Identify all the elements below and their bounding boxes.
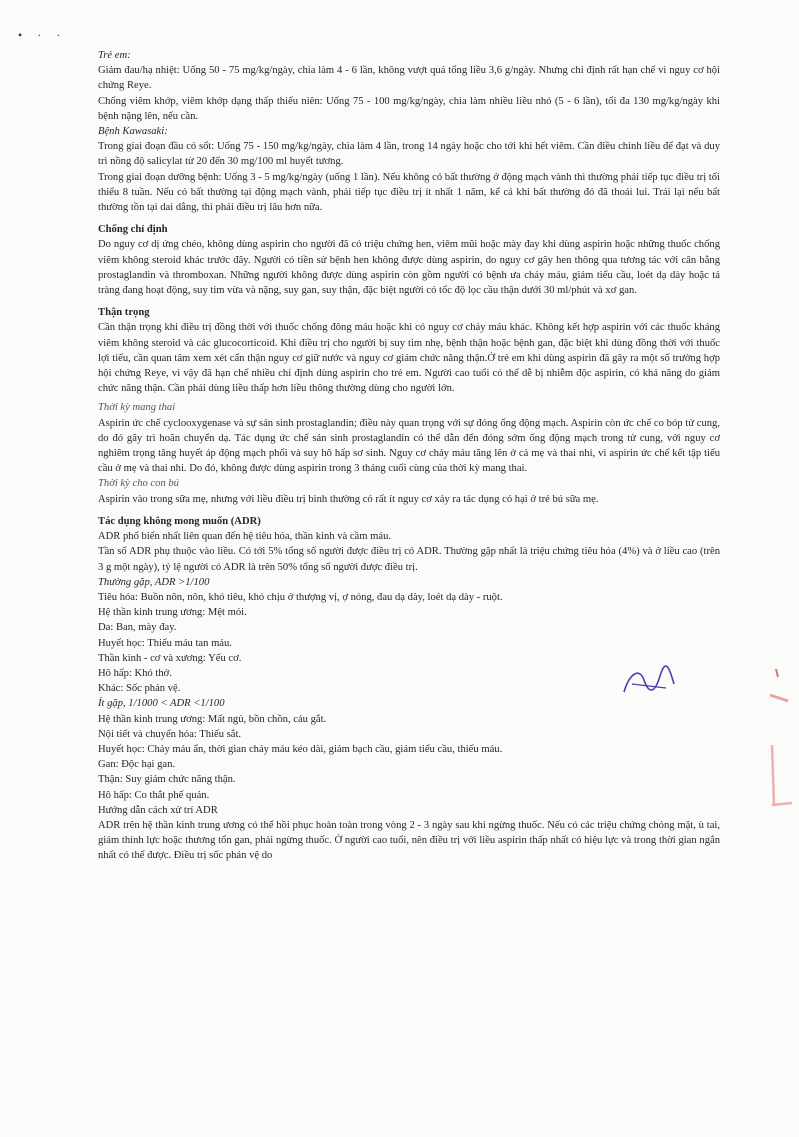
subsection-title: Thời kỳ mang thai xyxy=(98,402,176,414)
paragraph: Khác: Sốc phản vệ. xyxy=(98,683,181,695)
subsection-title: Thường gặp, ADR >1/100 xyxy=(98,576,210,588)
paragraph: Thần kinh - cơ và xương: Yếu cơ. xyxy=(98,652,242,664)
paragraph: Hô hấp: Co thắt phế quản. xyxy=(98,789,210,801)
subsection-title: Trẻ em: xyxy=(98,50,131,61)
document-page xyxy=(98,48,720,864)
paragraph: Thận: Suy giảm chức năng thận. xyxy=(98,774,236,786)
section-heading: Thận trọng xyxy=(98,307,150,319)
subsection-title: Ít gặp, 1/1000 < ADR <1/100 xyxy=(98,698,225,710)
section-heading: Tác dụng không mong muốn (ADR) xyxy=(98,515,261,527)
paragraph: Nội tiết và chuyển hóa: Thiếu sắt. xyxy=(98,728,242,740)
handwritten-signature-mark xyxy=(618,662,678,702)
paragraph: Aspirin vào trong sữa mẹ, nhưng với liều điều trị bình thường có rất ít nguy cơ xảy ra tác dụng có hại ở trẻ bú sữa mẹ. xyxy=(98,493,599,505)
paragraph: ADR trên hệ thần kinh trung ương có thể hồi phục hoàn toàn trong vòng 2 - 3 ngày sau khi ngừng thuốc. Nếu có các triệu chứng chóng mặt, ù tai, giảm thính lực hoặc thương tổn gan, phải ngừng thuốc. Ở người cao tuổi, nên điều trị với liều aspirin thấp nhất có hiệu lực và trong thời gian ngắn nhất có thể được. Điều trị sốc phản vệ do xyxy=(98,819,720,862)
paragraph: Tiêu hóa: Buồn nôn, nôn, khó tiêu, khó chịu ở thượng vị, ợ nóng, đau dạ dày, loét dạ dày - ruột. xyxy=(98,591,503,603)
scan-dots: • · · xyxy=(18,28,67,42)
paragraph: Trong giai đoạn đầu có sốt: Uống 75 - 150 mg/kg/ngày, chia làm 4 lần, trong 14 ngày hoặc cho tới khi hết viêm. Cần điều chỉnh liều để đạt và duy trì nồng độ salicylat từ 20 đến 30 mg/100 ml huyết tương. xyxy=(98,141,720,168)
paragraph: Huyết học: Thiếu máu tan máu. xyxy=(98,637,232,649)
paragraph: Huyết học: Chảy máu ẩn, thời gian chảy máu kéo dài, giảm bạch cầu, giảm tiểu cầu, thiếu máu. xyxy=(98,743,503,755)
paragraph: Da: Ban, mày đay. xyxy=(98,622,177,634)
subsection-title: Bệnh Kawasaki: xyxy=(98,126,168,138)
paragraph: Hướng dẫn cách xử trí ADR xyxy=(98,804,218,816)
paragraph: Tần số ADR phụ thuộc vào liều. Có tới 5% tổng số người được điều trị có ADR. Thường gặp nhất là triệu chứng tiêu hóa (4%) và ở liều cao (trên 3 g một ngày), tỷ lệ người có ADR là trên 50% tổng số người được điều trị. xyxy=(98,546,720,573)
paragraph: Do nguy cơ dị ứng chéo, không dùng aspirin cho người đã có triệu chứng hen, viêm mũi hoặc mày đay khi dùng aspirin hoặc những thuốc chống viêm không steroid khác trước đây. Người có tiền sử bệnh hen không được dùng aspirin, do nguy cơ gây hen thông qua tương tác với cân bằng prostaglandin và thromboxan. Những người không được dùng aspirin còn gồm người có bệnh ưa chảy máu, giảm tiểu cầu, loét dạ dày hoặc tá tràng đang hoạt động, suy tim vừa và nặng, suy gan, suy thận, đặc biệt người có tốc độ lọc cầu thận dưới 30 ml/phút và xơ gan. xyxy=(98,239,720,297)
paragraph: Hô hấp: Khó thở. xyxy=(98,667,172,679)
paragraph: Giảm đau/hạ nhiệt: Uống 50 - 75 mg/kg/ngày, chia làm 4 - 6 lần, không vượt quá tổng liều 3,6 g/ngày. Nhưng chỉ định rất hạn chế vì nguy cơ hội chứng Reye. xyxy=(98,65,720,92)
subsection-title: Thời kỳ cho con bú xyxy=(98,478,179,490)
paragraph: Hệ thần kinh trung ương: Mất ngủ, bồn chồn, cáu gắt. xyxy=(98,713,327,725)
paragraph: Aspirin ức chế cyclooxygenase và sự sản sinh prostaglandin; điều này quan trọng với sự đóng ống động mạch. Aspirin còn ức chế co bóp tử cung, do đó gây trì hoãn chuyển dạ. Tác dụng ức chế sản sinh prostaglandin có thể dẫn đến đóng sớm ống động mạch trong tử cung, với nguy cơ nghiêm trọng tăng huyết áp động mạch phổi và suy hô hấp sơ sinh. Nguy cơ chảy máu tăng lên ở cả mẹ và thai nhi, vì aspirin ức chế kết tập tiểu cầu ở mẹ và thai nhi. Do đó, không được dùng aspirin trong 3 tháng cuối cùng của thời kỳ mang thai. xyxy=(98,417,720,475)
red-edge-stamp-mark xyxy=(758,665,798,815)
paragraph: Gan: Độc hại gan. xyxy=(98,759,176,771)
paragraph: Chống viêm khớp, viêm khớp dạng thấp thiếu niên: Uống 75 - 100 mg/kg/ngày, chia làm nhiều liều nhỏ (5 - 6 lần), tối đa 130 mg/kg/ngày khi bệnh nặng lên, nếu cần. xyxy=(98,95,720,122)
paragraph: Cần thận trọng khi điều trị đồng thời với thuốc chống đông máu hoặc khi có nguy cơ chảy máu khác. Không kết hợp aspirin với các thuốc kháng viêm không steroid và các glucocorticoid. Khi điều trị cho người bị suy tim nhẹ, bệnh thận hoặc bệnh gan, đặc biệt khi dùng đồng thời với thuốc lợi tiểu, cần quan tâm xem xét cẩn thận nguy cơ giữ nước và nguy cơ giảm chức năng thận.Ở trẻ em khi dùng aspirin đã gây ra một số trường hợp hội chứng Reye, vì vậy đã hạn chế nhiều chỉ định dùng aspirin cho trẻ em. Người cao tuổi có thể dễ bị nhiễm độc aspirin, có khả năng do giảm chức năng thận. Cần phải dùng liều thấp hơn liều thông thường dùng cho người lớn. xyxy=(98,322,720,395)
paragraph: Trong giai đoạn dưỡng bệnh: Uống 3 - 5 mg/kg/ngày (uống 1 lần). Nếu không có bất thường ở động mạch vành thì thường phải tiếp tục điều trị tối thiểu 8 tuần. Nếu có bất thường tại động mạch vành, phải tiếp tục điều trị ít nhất 1 năm, kể cả khi bất thường đó đã thoái lui. Trái lại nếu bất thường tồn tại dai dẳng, thì phải điều trị lâu hơn nữa. xyxy=(98,171,720,214)
paragraph: ADR phổ biến nhất liên quan đến hệ tiêu hóa, thần kinh và cầm máu. xyxy=(98,531,392,543)
section-heading: Chống chỉ định xyxy=(98,224,168,236)
paragraph: Hệ thần kinh trung ương: Mệt mỏi. xyxy=(98,607,247,619)
